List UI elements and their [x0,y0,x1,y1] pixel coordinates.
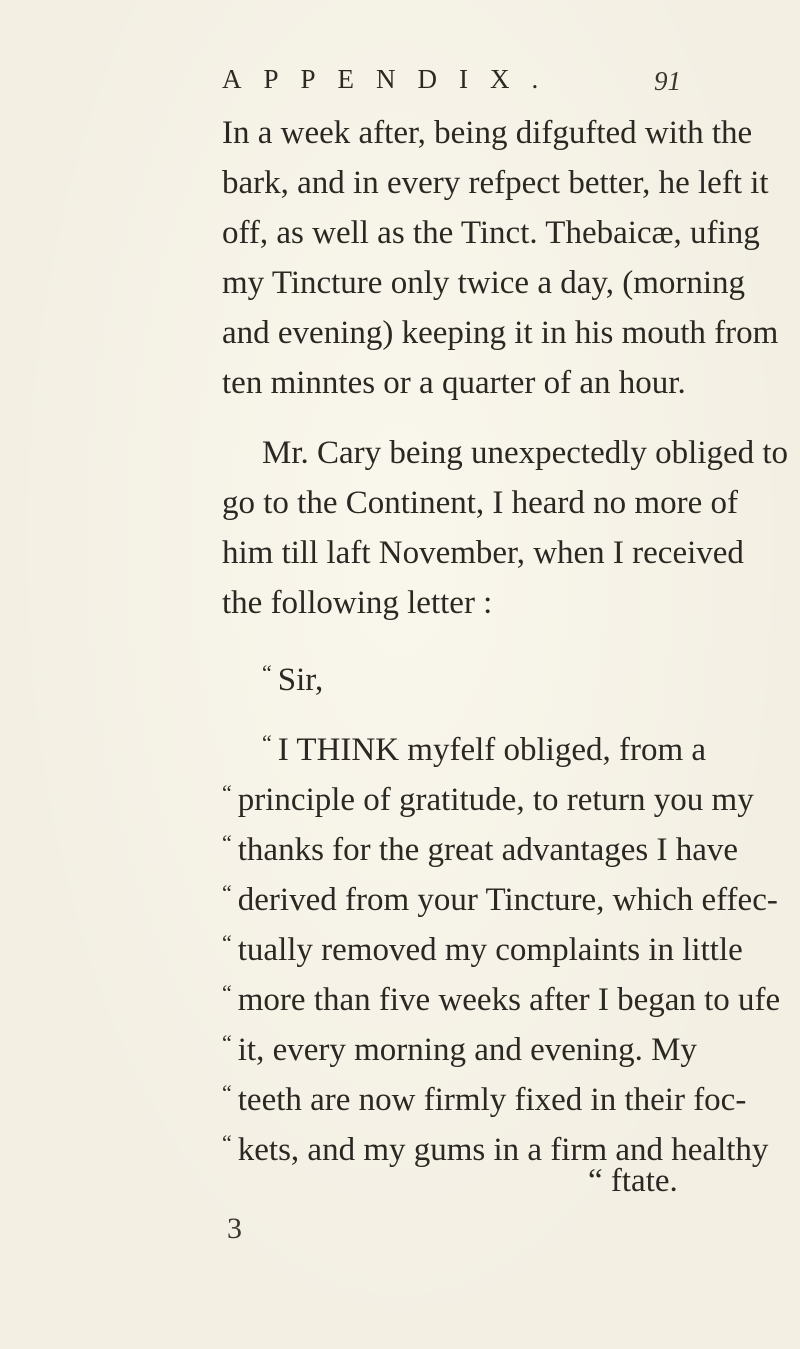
open-quote: “ [262,730,272,755]
paragraph-2-line-1: Mr. Cary being unexpectedly obliged to [262,435,789,471]
letter-salutation [262,653,323,700]
paragraph-2-line-4: the following letter : [222,585,493,621]
letter-line-text: it, every morning and evening. My [237,1032,697,1068]
letter-line-text: more than five weeks after I began to ufe [237,982,781,1018]
letter-line-8 [222,1073,746,1120]
paragraph-1-line-6: ten minntes or a quarter of an hour. [222,365,686,401]
catchword: “ ftate. [588,1163,678,1199]
salutation-text: Sir, [277,662,324,698]
running-head: APPENDIX. [222,64,561,94]
letter-line-text: thanks for the great advantages I have [237,832,739,868]
letter-line-7 [222,1023,697,1070]
letter-line-4 [222,873,778,920]
open-quote: “ [222,880,232,905]
letter-line-6 [222,973,780,1020]
paragraph-2-line-2: go to the Continent, I heard no more of [222,485,738,521]
letter-line-1 [262,723,706,770]
letter-line-text: kets, and my gums in a firm and healthy [237,1132,769,1168]
letter-line-text: I THINK myfelf obliged, from a [277,732,707,768]
paragraph-2-line-3: him till laft November, when I received [222,535,744,571]
paragraph-1-line-5: and evening) keeping it in his mouth from [222,315,779,351]
open-quote: “ [222,830,232,855]
signature-mark: 3 [227,1212,242,1245]
letter-line-3 [222,823,738,870]
letter-line-2 [222,773,754,820]
open-quote: “ [262,660,272,685]
page-header [0,64,800,100]
open-quote: “ [222,980,232,1005]
paragraph-1-line-2: bark, and in every refpect better, he left it [222,165,769,201]
open-quote: “ [222,930,232,955]
letter-line-text: derived from your Tincture, which effec- [237,882,778,918]
letter-line-9 [222,1123,768,1170]
paragraph-1-line-1: In a week after, being difgufted with the [222,115,753,151]
open-quote: “ [222,1080,232,1105]
open-quote: “ [222,1030,232,1055]
letter-line-text: teeth are now firmly fixed in their foc- [237,1082,747,1118]
open-quote: “ [222,780,232,805]
letter-line-text: principle of gratitude, to return you my [237,782,754,818]
letter-line-text: tually removed my complaints in little [237,932,743,968]
open-quote: “ [222,1130,232,1155]
paragraph-1-line-3: off, as well as the Tinct. Thebaicæ, ufing [222,215,760,251]
page-number: 91 [654,66,681,96]
letter-line-5 [222,923,743,970]
paragraph-1-line-4: my Tincture only twice a day, (morning [222,265,746,301]
